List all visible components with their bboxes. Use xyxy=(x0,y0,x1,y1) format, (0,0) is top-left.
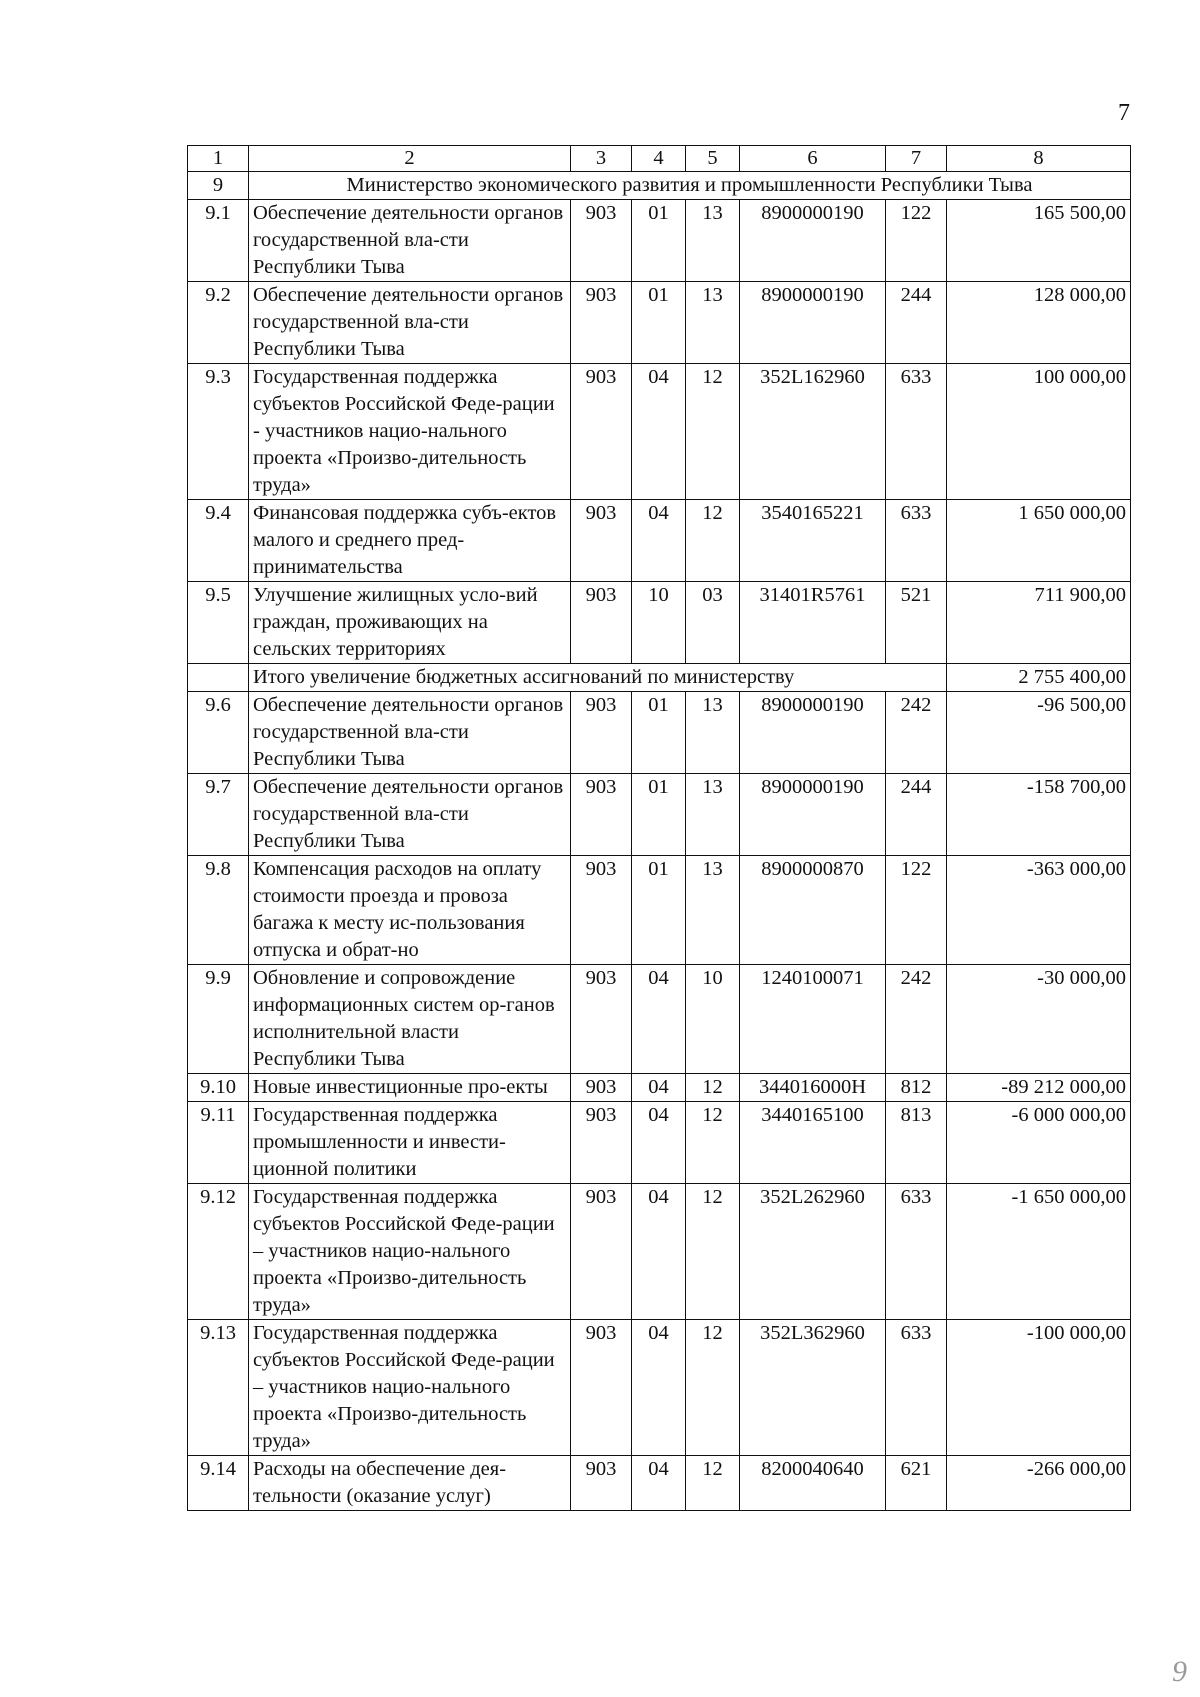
ministry-code: 903 xyxy=(571,200,632,282)
subsection-code: 13 xyxy=(686,282,740,364)
row-number: 9.9 xyxy=(188,965,249,1074)
expense-type-code: 122 xyxy=(886,200,947,282)
section-code: 04 xyxy=(632,1074,686,1102)
row-number: 9.5 xyxy=(188,582,249,664)
section-code: 01 xyxy=(632,774,686,856)
subsection-code: 10 xyxy=(686,965,740,1074)
section-code: 01 xyxy=(632,282,686,364)
amount: -363 000,00 xyxy=(947,856,1131,965)
column-header: 6 xyxy=(740,146,886,172)
table-row xyxy=(188,856,1131,965)
target-article-code: 31401R5761 xyxy=(740,582,886,664)
expense-type-code: 122 xyxy=(886,856,947,965)
table-row xyxy=(188,1320,1131,1456)
table-row xyxy=(188,200,1131,282)
column-header: 3 xyxy=(571,146,632,172)
target-article-code: 344016000H xyxy=(740,1074,886,1102)
subsection-code: 12 xyxy=(686,1456,740,1511)
row-number: 9.6 xyxy=(188,692,249,774)
table-row xyxy=(188,500,1131,582)
amount: 711 900,00 xyxy=(947,582,1131,664)
table-row xyxy=(188,1102,1131,1184)
expense-name: Государственная поддержка субъектов Российской Феде-рации - участников нацио-нального проекта «Произво-дительность труда» xyxy=(249,364,571,500)
budget-allocations-table xyxy=(187,145,1131,1511)
amount: -6 000 000,00 xyxy=(947,1102,1131,1184)
row-number: 9.13 xyxy=(188,1320,249,1456)
expense-type-code: 521 xyxy=(886,582,947,664)
expense-name: Государственная поддержка субъектов Российской Феде-рации – участников нацио-нального проекта «Произво-дительность труда» xyxy=(249,1320,571,1456)
table-row xyxy=(188,965,1131,1074)
total-row xyxy=(188,664,1131,692)
target-article-code: 352L362960 xyxy=(740,1320,886,1456)
section-code: 01 xyxy=(632,856,686,965)
amount: -266 000,00 xyxy=(947,1456,1131,1511)
expense-name: Улучшение жилищных усло-вий граждан, проживающих на сельских территориях xyxy=(249,582,571,664)
expense-type-code: 242 xyxy=(886,965,947,1074)
subsection-code: 12 xyxy=(686,500,740,582)
amount: 1 650 000,00 xyxy=(947,500,1131,582)
section-code: 01 xyxy=(632,200,686,282)
total-label: Итого увеличение бюджетных ассигнований по министерству xyxy=(249,664,947,692)
subsection-code: 13 xyxy=(686,692,740,774)
expense-name: Обеспечение деятельности органов государственной вла-сти Республики Тыва xyxy=(249,282,571,364)
section-code: 04 xyxy=(632,1456,686,1511)
column-header: 8 xyxy=(947,146,1131,172)
section-code: 04 xyxy=(632,1184,686,1320)
section-code: 04 xyxy=(632,1102,686,1184)
row-number: 9.14 xyxy=(188,1456,249,1511)
row-number: 9.4 xyxy=(188,500,249,582)
target-article-code: 8900000870 xyxy=(740,856,886,965)
expense-name: Новые инвестиционные про-екты xyxy=(249,1074,571,1102)
section-code: 04 xyxy=(632,500,686,582)
column-number-header-row xyxy=(188,146,1131,172)
amount: -100 000,00 xyxy=(947,1320,1131,1456)
target-article-code: 352L262960 xyxy=(740,1184,886,1320)
expense-type-code: 244 xyxy=(886,282,947,364)
total-empty-cell xyxy=(188,664,249,692)
target-article-code: 8900000190 xyxy=(740,200,886,282)
expense-name: Государственная поддержка субъектов Российской Феде-рации – участников нацио-нального проекта «Произво-дительность труда» xyxy=(249,1184,571,1320)
expense-name: Обеспечение деятельности органов государственной вла-сти Республики Тыва xyxy=(249,774,571,856)
section-code: 04 xyxy=(632,965,686,1074)
ministry-code: 903 xyxy=(571,500,632,582)
expense-type-code: 812 xyxy=(886,1074,947,1102)
amount: 128 000,00 xyxy=(947,282,1131,364)
column-header: 5 xyxy=(686,146,740,172)
subsection-code: 12 xyxy=(686,364,740,500)
target-article-code: 3440165100 xyxy=(740,1102,886,1184)
table-row xyxy=(188,692,1131,774)
expense-type-code: 813 xyxy=(886,1102,947,1184)
table-row xyxy=(188,1456,1131,1511)
section-code: 04 xyxy=(632,1320,686,1456)
column-header: 7 xyxy=(886,146,947,172)
subsection-code: 13 xyxy=(686,200,740,282)
amount: 165 500,00 xyxy=(947,200,1131,282)
column-header: 4 xyxy=(632,146,686,172)
table-row xyxy=(188,774,1131,856)
subsection-code: 03 xyxy=(686,582,740,664)
subsection-code: 13 xyxy=(686,856,740,965)
amount: 100 000,00 xyxy=(947,364,1131,500)
ministry-code: 903 xyxy=(571,1102,632,1184)
row-number: 9.3 xyxy=(188,364,249,500)
target-article-code: 8200040640 xyxy=(740,1456,886,1511)
amount: -158 700,00 xyxy=(947,774,1131,856)
section-code: 04 xyxy=(632,364,686,500)
table-row xyxy=(188,1184,1131,1320)
row-number: 9.10 xyxy=(188,1074,249,1102)
row-number: 9.8 xyxy=(188,856,249,965)
target-article-code: 8900000190 xyxy=(740,282,886,364)
table-row xyxy=(188,282,1131,364)
subsection-code: 12 xyxy=(686,1074,740,1102)
target-article-code: 3540165221 xyxy=(740,500,886,582)
handwritten-page-mark: 9 xyxy=(1172,1655,1187,1688)
row-number: 9.1 xyxy=(188,200,249,282)
row-number: 9.7 xyxy=(188,774,249,856)
row-number: 9.11 xyxy=(188,1102,249,1184)
ministry-code: 903 xyxy=(571,1320,632,1456)
ministry-code: 903 xyxy=(571,692,632,774)
amount: -96 500,00 xyxy=(947,692,1131,774)
expense-type-code: 633 xyxy=(886,364,947,500)
amount: -30 000,00 xyxy=(947,965,1131,1074)
ministry-code: 903 xyxy=(571,1074,632,1102)
expense-name: Компенсация расходов на оплату стоимости проезда и провоза багажа к месту ис-пользования отпуска и обрат-но xyxy=(249,856,571,965)
table-row xyxy=(188,1074,1131,1102)
ministry-code: 903 xyxy=(571,582,632,664)
total-amount: 2 755 400,00 xyxy=(947,664,1131,692)
table-row xyxy=(188,582,1131,664)
subsection-code: 13 xyxy=(686,774,740,856)
expense-name: Обеспечение деятельности органов государственной вла-сти Республики Тыва xyxy=(249,200,571,282)
table-row xyxy=(188,364,1131,500)
ministry-code: 903 xyxy=(571,965,632,1074)
amount: -1 650 000,00 xyxy=(947,1184,1131,1320)
target-article-code: 352L162960 xyxy=(740,364,886,500)
subsection-code: 12 xyxy=(686,1320,740,1456)
expense-name: Государственная поддержка промышленности и инвести-ционной политики xyxy=(249,1102,571,1184)
column-header: 2 xyxy=(249,146,571,172)
ministry-code: 903 xyxy=(571,1456,632,1511)
expense-type-code: 621 xyxy=(886,1456,947,1511)
target-article-code: 8900000190 xyxy=(740,692,886,774)
expense-name: Расходы на обеспечение дея-тельности (оказание услуг) xyxy=(249,1456,571,1511)
expense-name: Финансовая поддержка субъ-ектов малого и среднего пред-принимательства xyxy=(249,500,571,582)
section-number: 9 xyxy=(188,172,249,200)
page-number: 7 xyxy=(1118,100,1130,126)
target-article-code: 1240100071 xyxy=(740,965,886,1074)
ministry-code: 903 xyxy=(571,1184,632,1320)
ministry-code: 903 xyxy=(571,364,632,500)
expense-type-code: 244 xyxy=(886,774,947,856)
expense-type-code: 242 xyxy=(886,692,947,774)
expense-name: Обновление и сопровождение информационных систем ор-ганов исполнительной власти Республики Тыва xyxy=(249,965,571,1074)
expense-type-code: 633 xyxy=(886,1320,947,1456)
row-number: 9.2 xyxy=(188,282,249,364)
expense-name: Обеспечение деятельности органов государственной вла-сти Республики Тыва xyxy=(249,692,571,774)
expense-type-code: 633 xyxy=(886,500,947,582)
section-code: 10 xyxy=(632,582,686,664)
subsection-code: 12 xyxy=(686,1184,740,1320)
row-number: 9.12 xyxy=(188,1184,249,1320)
column-header: 1 xyxy=(188,146,249,172)
ministry-code: 903 xyxy=(571,282,632,364)
target-article-code: 8900000190 xyxy=(740,774,886,856)
expense-type-code: 633 xyxy=(886,1184,947,1320)
amount: -89 212 000,00 xyxy=(947,1074,1131,1102)
section-code: 01 xyxy=(632,692,686,774)
ministry-code: 903 xyxy=(571,856,632,965)
section-title: Министерство экономического развития и промышленности Республики Тыва xyxy=(249,172,1131,200)
ministry-code: 903 xyxy=(571,774,632,856)
subsection-code: 12 xyxy=(686,1102,740,1184)
section-row xyxy=(188,172,1131,200)
